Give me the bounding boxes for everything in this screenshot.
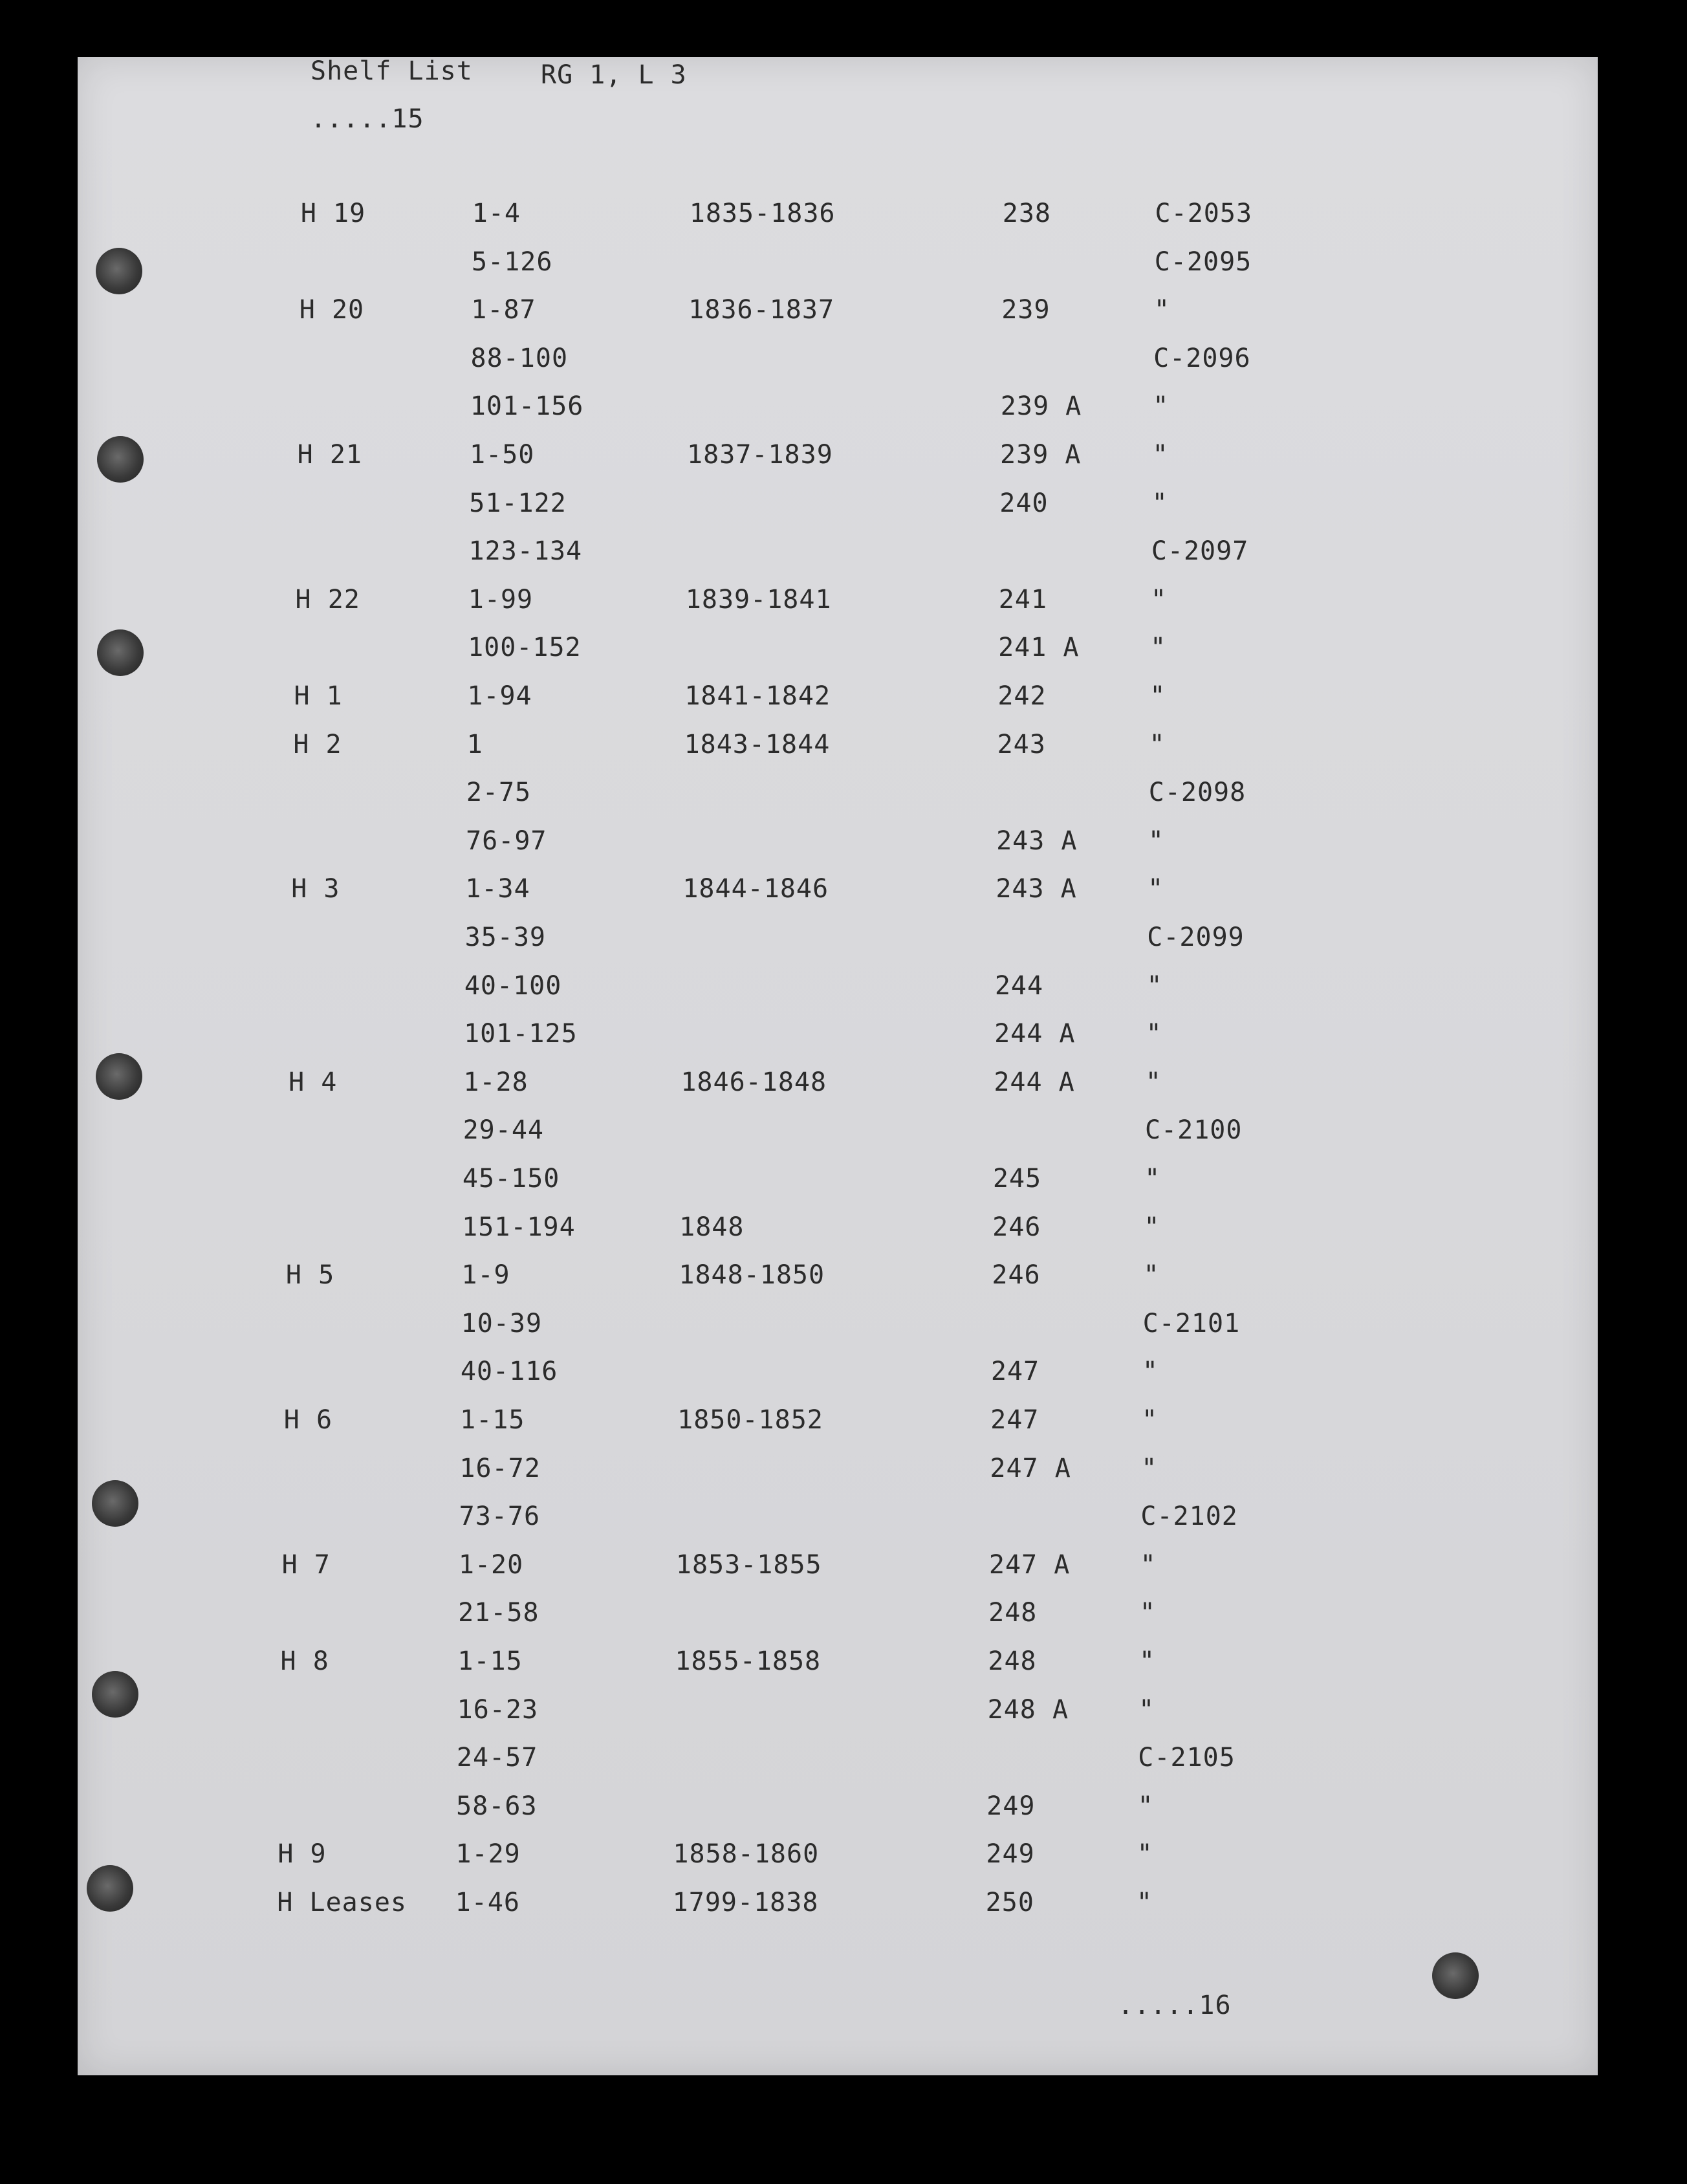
table-row <box>78 490 1598 521</box>
range-cell: 40-116 <box>460 1357 558 1387</box>
volume-cell: 243 A <box>996 874 1077 904</box>
reel-cell: " <box>1149 681 1166 711</box>
volume-cell: 243 <box>997 729 1046 759</box>
volume-cell: 244 <box>994 970 1044 1001</box>
table-row <box>78 1793 1598 1824</box>
volume-cell: 239 A <box>1000 440 1082 470</box>
range-cell: 151-194 <box>462 1212 576 1242</box>
reel-cell: " <box>1137 1839 1153 1870</box>
reel-cell: " <box>1144 1164 1161 1194</box>
range-cell: 5-126 <box>472 246 553 277</box>
series-cell: H 8 <box>280 1646 329 1676</box>
table-row <box>78 970 1598 1004</box>
document-page <box>78 57 1598 2075</box>
series-cell: H 1 <box>294 681 343 711</box>
reel-cell: " <box>1140 1549 1157 1580</box>
table-row <box>78 683 1598 714</box>
reel-cell: " <box>1146 970 1163 1001</box>
table-row <box>78 1359 1598 1390</box>
reel-cell: " <box>1142 1357 1159 1387</box>
range-cell: 16-72 <box>459 1453 541 1483</box>
years-cell: 1843-1844 <box>684 729 831 759</box>
range-cell: 51-122 <box>469 488 567 518</box>
volume-cell: 238 <box>1002 199 1052 228</box>
volume-cell: 247 A <box>990 1453 1071 1483</box>
reel-cell: C-2100 <box>1144 1115 1243 1146</box>
series-cell: H 22 <box>295 584 360 615</box>
volume-cell: 247 A <box>988 1549 1071 1580</box>
table-row <box>78 1021 1598 1052</box>
punch-hole <box>1432 1952 1479 1999</box>
series-cell: H 5 <box>285 1260 335 1291</box>
volume-cell: 249 <box>986 1791 1036 1821</box>
reel-cell: " <box>1141 1453 1158 1483</box>
reel-cell: " <box>1137 1791 1154 1821</box>
range-cell: 1-20 <box>458 1549 524 1580</box>
table-row <box>78 584 1598 618</box>
range-cell: 1-28 <box>463 1067 528 1097</box>
reel-cell: " <box>1139 1598 1156 1628</box>
volume-cell: 246 <box>992 1260 1041 1291</box>
range-cell: 101-125 <box>464 1019 578 1049</box>
table-row <box>78 1117 1598 1148</box>
range-cell: 88-100 <box>470 343 569 373</box>
table-row <box>78 201 1598 232</box>
series-cell: H 7 <box>281 1549 331 1580</box>
volume-cell: 243 A <box>996 825 1078 856</box>
table-row <box>78 393 1598 424</box>
range-cell: 45-150 <box>462 1164 560 1194</box>
range-cell: 1-29 <box>455 1839 521 1870</box>
years-cell: 1837-1839 <box>687 440 833 470</box>
table-row <box>78 246 1598 280</box>
series-cell: H 2 <box>293 729 342 759</box>
series-cell: H 20 <box>299 295 365 325</box>
volume-cell: 248 A <box>987 1694 1069 1725</box>
years-cell: 1799-1838 <box>672 1888 819 1917</box>
range-cell: 58-63 <box>456 1791 538 1821</box>
range-cell: 1-94 <box>467 681 532 711</box>
range-cell: 73-76 <box>459 1502 541 1532</box>
years-cell: 1839-1841 <box>685 584 832 615</box>
range-cell: 29-44 <box>463 1115 545 1146</box>
range-cell: 1 <box>466 729 483 759</box>
reel-cell: " <box>1138 1646 1156 1676</box>
next-page-marker: .....16 <box>1118 1991 1232 2020</box>
table-row <box>78 876 1598 907</box>
table-row <box>78 1549 1598 1583</box>
table-row <box>78 1841 1598 1872</box>
volume-cell: 248 <box>988 1598 1038 1628</box>
table-row <box>78 924 1598 956</box>
years-cell: 1841-1842 <box>684 681 831 711</box>
volume-cell: 245 <box>992 1164 1042 1194</box>
table-row <box>78 1407 1598 1438</box>
range-cell: 1-15 <box>457 1646 523 1676</box>
table-row <box>78 1308 1598 1342</box>
table-row <box>78 1166 1598 1197</box>
reel-cell: " <box>1146 1019 1162 1049</box>
volume-cell: 247 <box>990 1357 1040 1387</box>
reel-cell: " <box>1138 1694 1155 1725</box>
reel-cell: C-2096 <box>1153 343 1251 373</box>
table-row <box>78 1600 1598 1631</box>
range-cell: 1-34 <box>465 874 530 904</box>
table-row <box>78 1503 1598 1534</box>
reel-cell: C-2098 <box>1148 778 1246 808</box>
table-row <box>78 780 1598 811</box>
reel-cell: " <box>1150 584 1168 615</box>
series-cell: H Leases <box>277 1888 407 1917</box>
reel-cell: " <box>1142 1405 1159 1435</box>
volume-cell: 242 <box>997 681 1047 711</box>
years-cell: 1844-1846 <box>682 874 829 904</box>
table-row <box>78 1694 1598 1728</box>
page-marker: .....15 <box>310 104 424 134</box>
volume-cell: 246 <box>992 1212 1041 1242</box>
reel-cell: " <box>1136 1888 1153 1917</box>
reel-cell: C-2095 <box>1154 246 1252 277</box>
table-row <box>78 635 1598 666</box>
volume-cell: 239 A <box>1000 391 1082 422</box>
range-cell: 100-152 <box>468 633 582 663</box>
reel-cell: " <box>1150 633 1167 663</box>
record-group-label: RG 1, L 3 <box>541 60 687 90</box>
range-cell: 1-99 <box>468 584 534 615</box>
volume-cell: 249 <box>986 1839 1035 1870</box>
table-row <box>78 1648 1598 1679</box>
range-cell: 1-50 <box>470 440 535 470</box>
series-cell: H 9 <box>278 1839 327 1870</box>
table-row <box>78 1890 1598 1921</box>
range-cell: 123-134 <box>468 536 583 567</box>
reel-cell: " <box>1151 488 1168 518</box>
reel-cell: C-2102 <box>1140 1502 1238 1532</box>
reel-cell: C-2053 <box>1155 199 1253 228</box>
range-cell: 24-57 <box>456 1743 538 1773</box>
reel-cell: " <box>1143 1260 1160 1291</box>
years-cell: 1835-1836 <box>689 199 836 228</box>
table-row <box>78 1262 1598 1293</box>
range-cell: 16-23 <box>457 1694 539 1725</box>
series-cell: H 3 <box>291 874 340 904</box>
reel-cell: C-2105 <box>1138 1743 1235 1773</box>
range-cell: 35-39 <box>464 923 546 952</box>
range-cell: 1-9 <box>461 1260 510 1291</box>
volume-cell: 239 <box>1001 295 1050 325</box>
years-cell: 1846-1848 <box>680 1067 827 1097</box>
range-cell: 40-100 <box>464 970 562 1001</box>
years-cell: 1848 <box>679 1212 745 1242</box>
table-row <box>78 297 1598 328</box>
range-cell: 76-97 <box>466 825 547 856</box>
series-cell: H 19 <box>300 199 366 228</box>
range-cell: 1-46 <box>455 1888 520 1917</box>
volume-cell: 241 <box>998 584 1048 615</box>
reel-cell: " <box>1148 825 1164 856</box>
volume-cell: 248 <box>988 1646 1037 1676</box>
series-cell: H 4 <box>288 1067 338 1097</box>
reel-cell: C-2097 <box>1151 536 1249 567</box>
table-row <box>78 345 1598 377</box>
range-cell: 1-4 <box>472 199 521 228</box>
range-cell: 1-87 <box>471 295 536 325</box>
reel-cell: " <box>1149 729 1166 759</box>
table-row <box>78 1069 1598 1100</box>
volume-cell: 244 A <box>994 1019 1076 1049</box>
volume-cell: 244 A <box>994 1067 1075 1097</box>
table-row <box>78 1453 1598 1487</box>
range-cell: 2-75 <box>466 778 532 808</box>
volume-cell: 250 <box>985 1888 1034 1917</box>
volume-cell: 247 <box>990 1405 1039 1435</box>
range-cell: 10-39 <box>461 1308 543 1338</box>
series-cell: H 21 <box>297 440 362 470</box>
reel-cell: C-2099 <box>1147 923 1245 952</box>
years-cell: 1836-1837 <box>688 295 835 325</box>
range-cell: 1-15 <box>460 1405 525 1435</box>
table-row <box>78 442 1598 473</box>
reel-cell: C-2101 <box>1142 1308 1241 1338</box>
reel-cell: " <box>1148 874 1164 904</box>
table-row <box>78 538 1598 569</box>
years-cell: 1855-1858 <box>675 1646 822 1676</box>
years-cell: 1853-1855 <box>675 1549 822 1580</box>
reel-cell: " <box>1153 295 1170 325</box>
volume-cell: 241 A <box>998 633 1080 663</box>
table-row <box>78 1745 1598 1776</box>
years-cell: 1848-1850 <box>679 1260 825 1291</box>
shelf-list-label: Shelf List <box>310 56 473 86</box>
table-row <box>78 825 1598 859</box>
reel-cell: " <box>1144 1212 1160 1242</box>
series-cell: H 6 <box>283 1405 333 1435</box>
reel-cell: " <box>1152 440 1169 470</box>
years-cell: 1850-1852 <box>677 1405 823 1435</box>
reel-cell: " <box>1153 391 1170 422</box>
range-cell: 101-156 <box>470 391 584 422</box>
years-cell: 1858-1860 <box>673 1839 820 1870</box>
table-row <box>78 729 1598 763</box>
range-cell: 21-58 <box>458 1598 539 1628</box>
table-row <box>78 1214 1598 1245</box>
reel-cell: " <box>1145 1067 1162 1097</box>
volume-cell: 240 <box>999 488 1049 518</box>
